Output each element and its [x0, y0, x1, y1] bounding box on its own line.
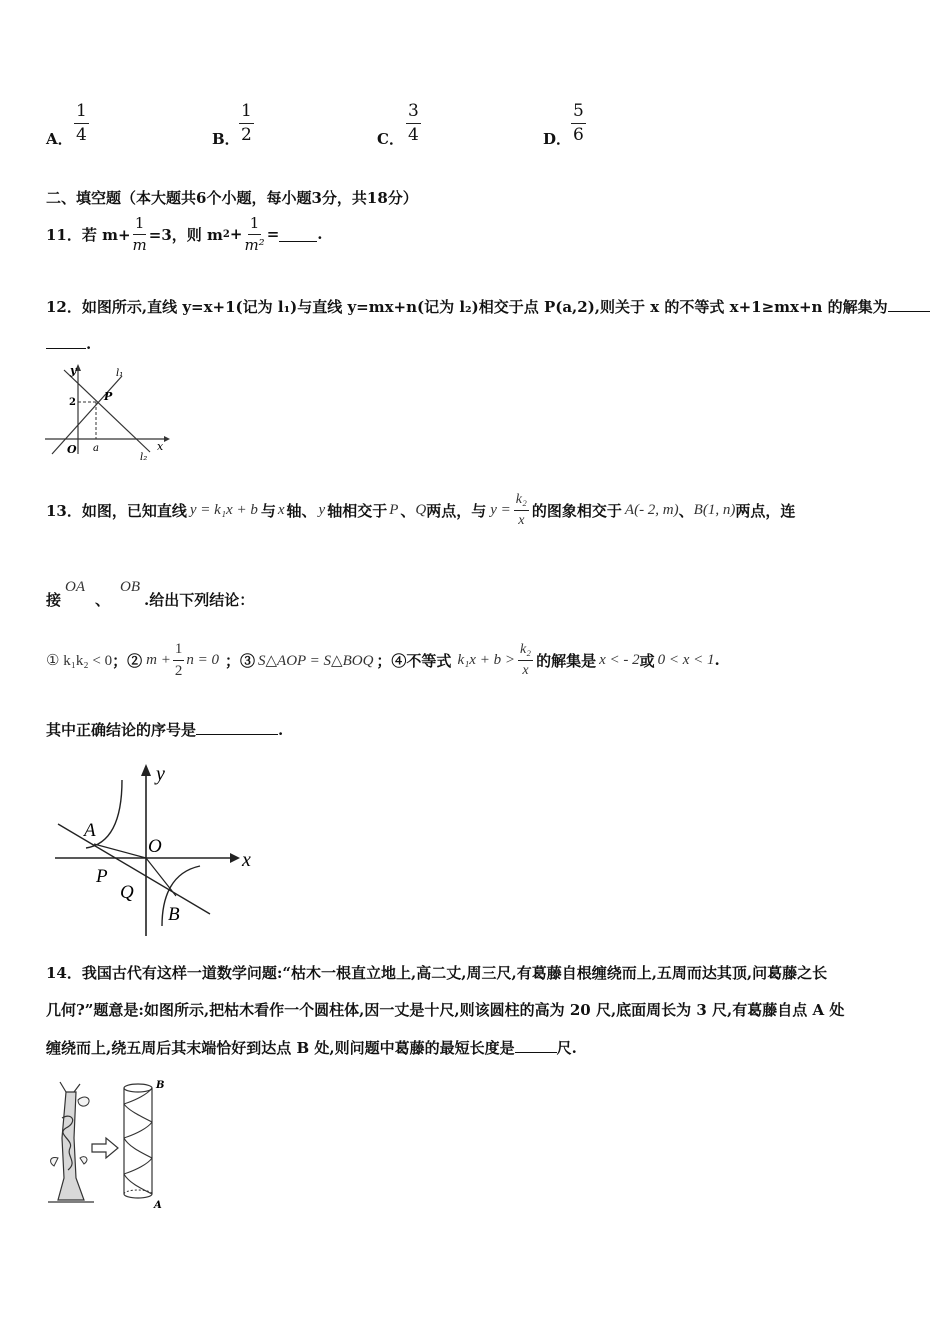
- q13-label-a: A: [84, 820, 96, 841]
- q13-text-8: 、: [678, 501, 694, 520]
- q13-text-6: 两点，与: [426, 501, 487, 520]
- q13-y-arrow-icon: [141, 764, 151, 776]
- q13-sep-3: ；④不等式: [376, 651, 452, 670]
- q13-conclusion-1: ① k₁k₂ < 0: [46, 652, 113, 669]
- q11-sup: 2: [222, 228, 230, 240]
- q13-text-4: 轴相交于: [327, 501, 388, 520]
- q12-line-l2: [64, 370, 150, 452]
- cylinder-icon: [124, 1084, 152, 1198]
- q13-text-1: 如图，已知直线: [81, 501, 187, 520]
- q12-label-p: P: [104, 390, 113, 403]
- q13-answer-blank[interactable]: [196, 720, 278, 735]
- q13-sep-2: ；③: [224, 651, 255, 670]
- q13-segment-ob: [146, 858, 176, 896]
- q14-line-3-text: 缠绕而上,绕五周后其末端恰好到达点 B 处,则问题中葛藤的最短长度是: [46, 1039, 515, 1057]
- q13-conclusion-4a: k₁x + b >: [457, 651, 515, 668]
- q13-number: 13．: [46, 501, 82, 520]
- q13-sep-1: ；②: [112, 651, 143, 670]
- question-11: [46, 212, 323, 256]
- q12-end: .: [86, 335, 92, 353]
- tree-icon: [48, 1082, 94, 1202]
- q13-sep-4: 的解集是: [536, 651, 597, 670]
- q11-text-4: =: [266, 225, 280, 243]
- question-13-line-2: [46, 576, 254, 610]
- q11-number: 11．: [46, 225, 82, 244]
- option-b-label: B．: [212, 130, 240, 148]
- question-13: [46, 482, 795, 538]
- q13-hyperbola-fraction: $\frac{\text{k₂}}{x}$: [515, 491, 527, 528]
- q13-text-9: 两点，连: [735, 501, 796, 520]
- q12-label-o: O: [67, 443, 77, 456]
- q13-label-y: y: [156, 763, 165, 785]
- q13-x-arrow-icon: [230, 853, 240, 863]
- q13-sep-5: 或: [639, 651, 655, 670]
- q13-oa: OA: [65, 579, 86, 595]
- q13-point-a: A(- 2, m): [624, 501, 679, 518]
- q13-eq-line: y = k₁x + b: [189, 501, 258, 518]
- q13-figure: [50, 758, 270, 938]
- q13-segment-oa: [94, 844, 146, 858]
- q13-conclusions: [46, 638, 720, 682]
- q13-ask-end: .: [278, 721, 284, 739]
- q11-text-1: 若 m+: [81, 225, 131, 244]
- option-b-fraction: $\frac{1}{2}$: [241, 101, 252, 145]
- q13-label-q: Q: [120, 882, 134, 903]
- q12-label-a: a: [93, 443, 99, 454]
- q13-text-3: 轴、: [286, 501, 317, 520]
- q13-text-5: 、: [400, 501, 416, 520]
- q13-conclusion-4-fraction: $\frac{\text{k₂}}{x}$: [519, 641, 532, 678]
- q13-p-var: P: [389, 501, 399, 518]
- q12-label-l1: l₁: [116, 368, 124, 379]
- arrow-right-icon: [92, 1138, 118, 1158]
- q13-line: [58, 824, 210, 914]
- q11-text-3: +: [229, 225, 243, 243]
- q14-figure: [44, 1078, 184, 1212]
- q13-text-11: 、: [95, 591, 111, 609]
- q13-point-b: B(1, n): [693, 501, 736, 518]
- q13-x-var: x: [277, 501, 285, 518]
- q13-conclusion-2-fraction: $\frac{1}{2}$: [174, 640, 183, 679]
- q13-text-2: 与: [260, 501, 276, 520]
- option-a-fraction: $\frac{1}{4}$: [76, 101, 87, 145]
- q11-fraction-1: $\frac{1}{m}$: [132, 213, 147, 254]
- q11-text-2: =3，则 m: [148, 225, 223, 244]
- q12-x-arrow-icon: [164, 436, 170, 442]
- q13-ob: OB: [120, 579, 141, 595]
- q12-figure: [40, 362, 170, 464]
- option-d-fraction: $\frac{5}{6}$: [573, 101, 584, 145]
- q11-answer-blank[interactable]: [279, 226, 317, 242]
- question-12: [46, 296, 930, 317]
- q13-label-p: P: [96, 866, 108, 887]
- q13-y-var: y: [318, 501, 326, 518]
- option-a-label: A．: [46, 130, 73, 148]
- question-14: [46, 962, 827, 983]
- q13-label-o: O: [148, 836, 162, 857]
- q12-number: 12．: [46, 298, 82, 316]
- q13-text-10: 接: [46, 591, 62, 609]
- q13-sep-6: .: [714, 651, 720, 669]
- q14-answer-blank[interactable]: [515, 1038, 557, 1053]
- option-c-fraction: $\frac{3}{4}$: [408, 101, 419, 145]
- q13-ask-text: 其中正确结论的序号是: [46, 721, 197, 739]
- q14-line-1: 我国古代有这样一道数学问题:“枯木一根直立地上,高二丈,周三尺,有葛藤自根缠绕而上,五周而达其顶,问葛藤之长: [81, 964, 828, 982]
- q13-conclusion-4b: x < - 2: [599, 651, 640, 668]
- q13-conclusion-2b: n = 0: [186, 651, 219, 668]
- q13-text-7: 的图象相交于: [531, 501, 622, 520]
- q12-answer-blank-2[interactable]: [46, 334, 86, 349]
- q12-label-2: 2: [69, 397, 76, 408]
- q12-answer-blank-1[interactable]: [888, 297, 930, 312]
- question-12-cont: [46, 334, 91, 353]
- q14-number: 14．: [46, 964, 82, 982]
- q14-label-b: B: [156, 1080, 165, 1091]
- q13-conclusion-3: S△AOP = S△BOQ: [258, 652, 374, 669]
- q12-label-l2: l₂: [140, 452, 148, 463]
- q12-label-x: x: [157, 440, 164, 453]
- option-c-label: C．: [377, 130, 404, 148]
- q14-line-2: 几何?”题意是:如图所示,把枯木看作一个圆柱体,因一丈是十尺,则该圆柱的高为 20 尺,底面周长为 3 尺,有葛藤自点 A 处: [46, 1001, 845, 1019]
- q12-label-y: y: [70, 364, 77, 377]
- q13-ask: [46, 719, 283, 740]
- q13-label-x: x: [242, 849, 251, 871]
- q14-line-3-end: 尺.: [556, 1039, 577, 1057]
- q13-label-b: B: [168, 904, 180, 925]
- q11-fraction-2: $\frac{1}{\text{m²}}$: [244, 213, 265, 254]
- q12-text: 如图所示,直线 y=x+1(记为 l₁)与直线 y=mx+n(记为 l₂)相交于点 P(a,2),则关于 x 的不等式 x+1≥mx+n 的解集为: [81, 298, 888, 316]
- section-title: 二、填空题（本大题共6个小题，每小题3分，共18分）: [46, 189, 418, 207]
- q13-text-12: .给出下列结论：: [144, 591, 255, 609]
- q14-line-3: [46, 1037, 577, 1058]
- q13-y-eq: y =: [490, 501, 511, 518]
- option-d-label: D．: [543, 130, 572, 148]
- q13-conclusion-2a: m +: [146, 651, 171, 668]
- q11-text-5: .: [317, 225, 323, 243]
- q14-label-a: A: [154, 1200, 162, 1211]
- q13-conclusion-4c: 0 < x < 1: [657, 651, 715, 668]
- q13-q-var: Q: [415, 501, 427, 518]
